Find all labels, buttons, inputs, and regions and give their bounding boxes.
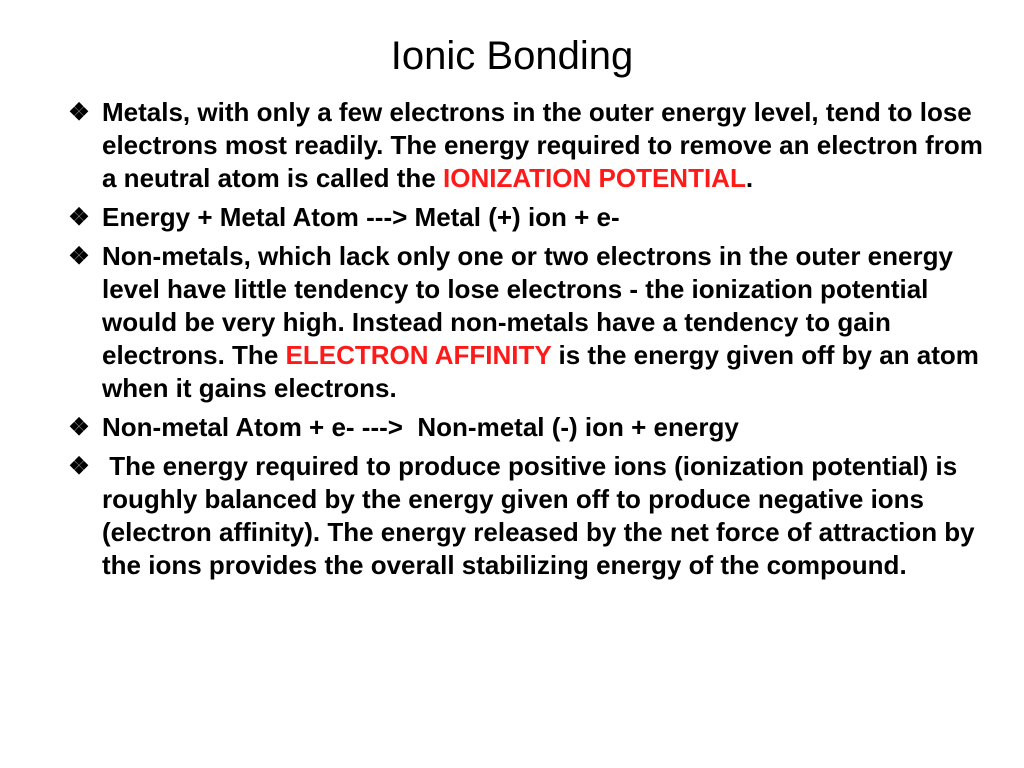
highlight-ionization-potential: IONIZATION POTENTIAL bbox=[443, 163, 746, 193]
bullet-energy-balance bbox=[62, 450, 992, 582]
bullet-text: Non-metal Atom + e- ---> Non-metal (-) ion + energy bbox=[102, 412, 739, 442]
bullet-text-before: Non-metals, which lack only one or two electrons in the outer energy level have little tendency to lose electrons - the ionization potential would be very high. Instead non-metals have a tendency to gain electrons. The bbox=[102, 241, 953, 370]
bullet-text-after: . bbox=[745, 163, 754, 193]
four-petal-diamond-icon: ❖ bbox=[68, 204, 90, 231]
bullet-list bbox=[62, 96, 992, 588]
bullet-nonmetal-equation bbox=[62, 411, 992, 444]
bullet-text: The energy required to produce positive ions (ionization potential) is roughly balanced by the energy given off to produce negative ions (electron affinity). The energy released by the net force of attraction by the ions provides the overall stabilizing energy of the compound. bbox=[102, 451, 982, 580]
bullet-text-before: Metals, with only a few electrons in the outer energy level, tend to lose electrons most readily. The energy required to remove an electron from a neutral atom is called the bbox=[102, 97, 983, 193]
bullet-ionization-potential bbox=[62, 96, 992, 195]
bullet-text-after: is the energy given off by an atom when it gains electrons. bbox=[102, 340, 979, 403]
four-petal-diamond-icon: ❖ bbox=[68, 99, 90, 126]
four-petal-diamond-icon: ❖ bbox=[68, 243, 90, 270]
bullet-text: Energy + Metal Atom ---> Metal (+) ion + e- bbox=[102, 202, 620, 232]
slide-title: Ionic Bonding bbox=[390, 34, 634, 78]
bullet-electron-affinity bbox=[62, 240, 992, 405]
bullet-metal-equation bbox=[62, 201, 992, 234]
four-petal-diamond-icon: ❖ bbox=[68, 453, 90, 480]
highlight-electron-affinity: ELECTRON AFFINITY bbox=[285, 340, 552, 370]
four-petal-diamond-icon: ❖ bbox=[68, 414, 90, 441]
